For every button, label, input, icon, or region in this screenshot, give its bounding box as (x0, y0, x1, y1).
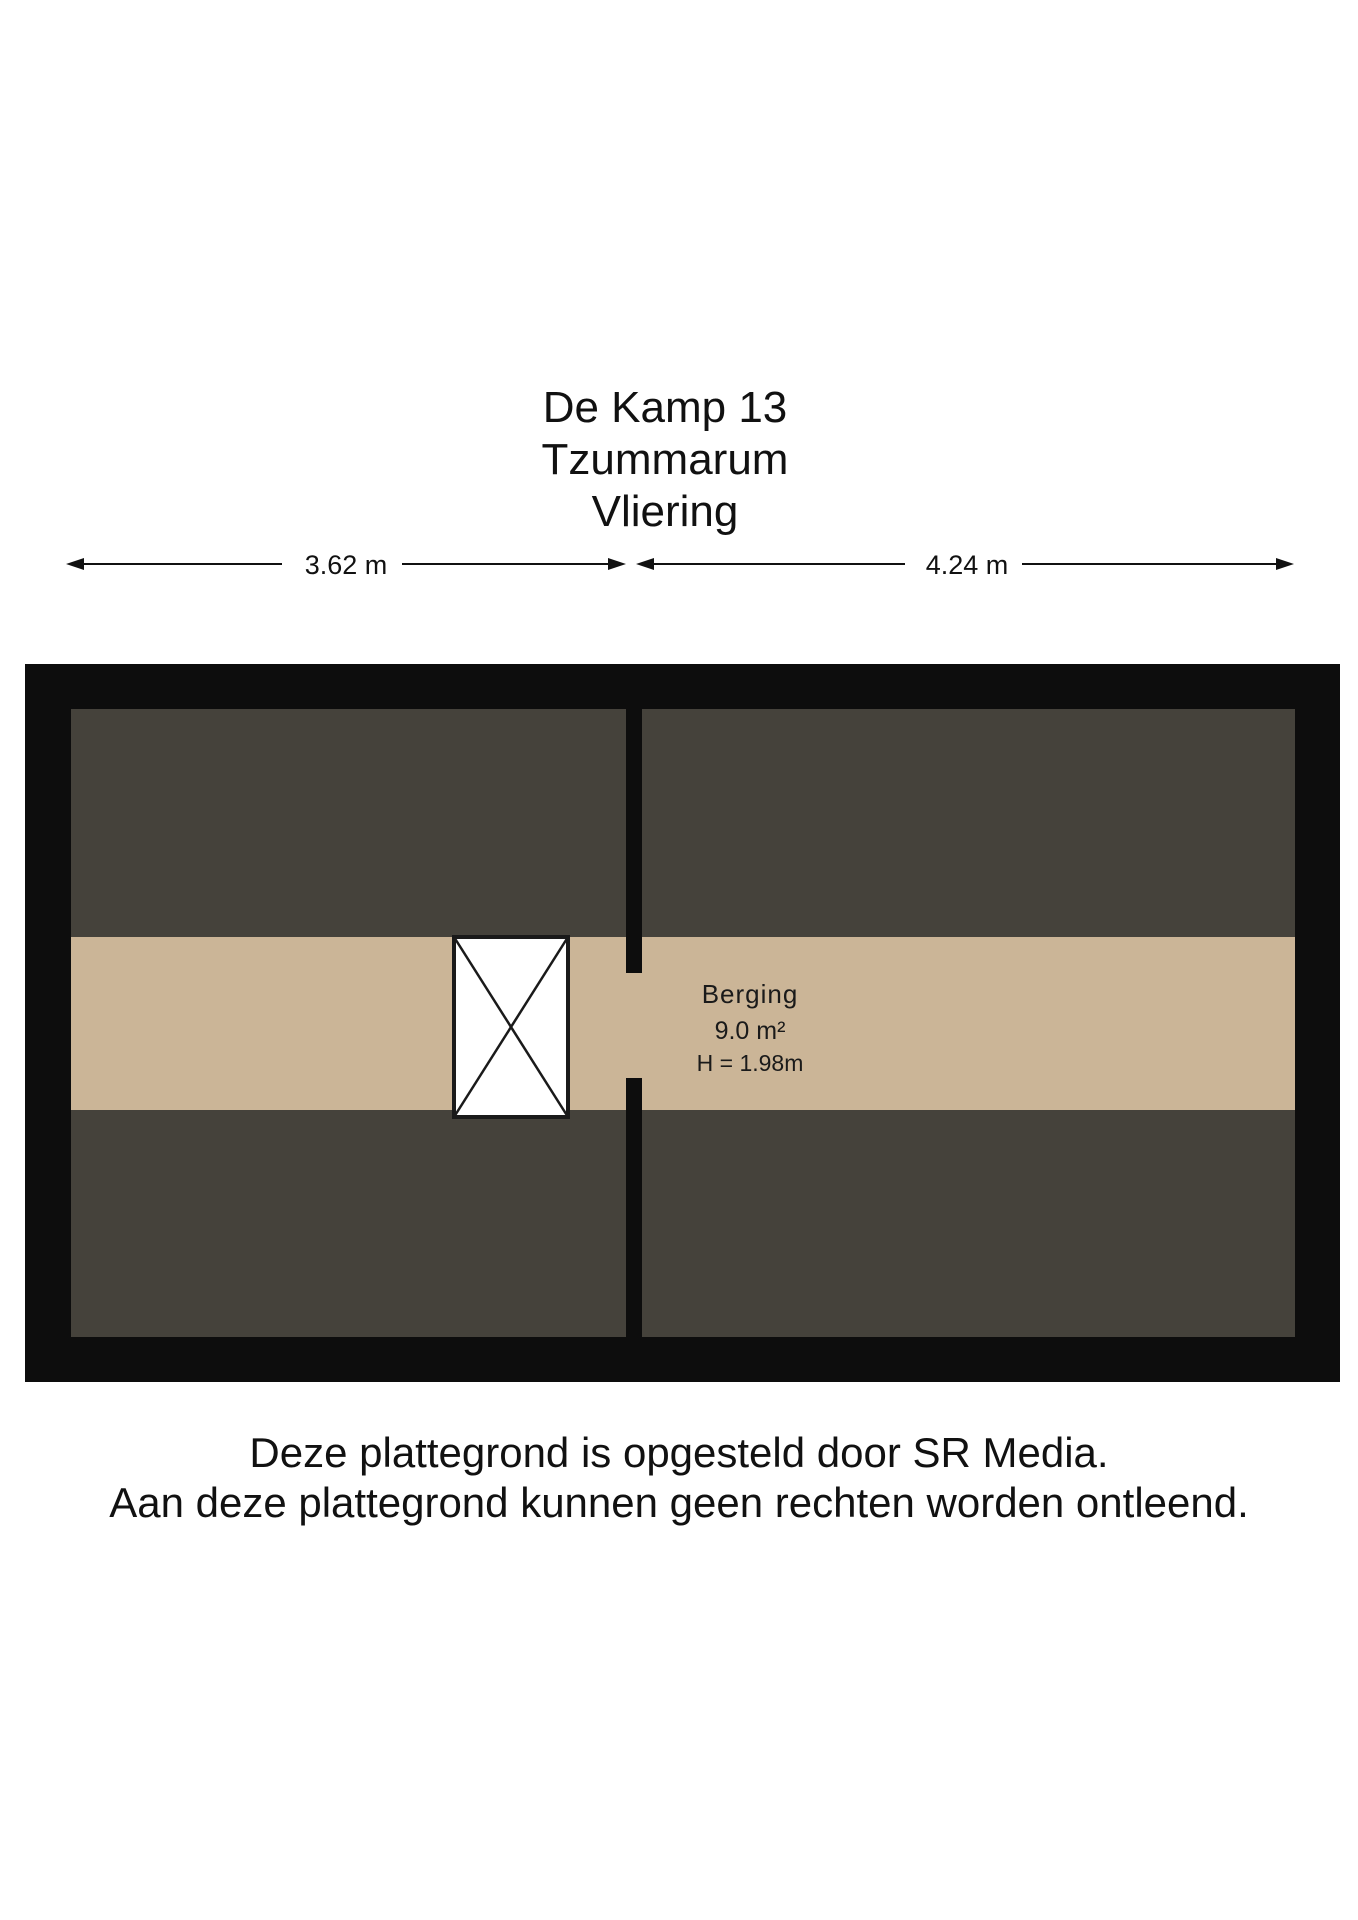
floor-title: Vliering (591, 487, 739, 536)
city-title: Tzummarum (541, 435, 789, 484)
address-title: De Kamp 13 (542, 383, 788, 432)
arrow-right-icon (608, 558, 626, 570)
low-ceiling-top-right (642, 709, 1295, 937)
partition-wall-top (626, 709, 642, 973)
attic-hatch-icon (454, 937, 568, 1117)
title-block (0, 382, 1330, 538)
dimension-lines (0, 540, 1358, 590)
low-ceiling-top-left (71, 709, 626, 937)
low-ceiling-bottom-right (642, 1110, 1295, 1337)
arrow-right-icon (1276, 558, 1294, 570)
disclaimer-line-1: Deze plattegrond is opgesteld door SR Media. (249, 1429, 1109, 1476)
low-ceiling-bottom-left (71, 1110, 626, 1337)
partition-wall-bottom (626, 1078, 642, 1337)
disclaimer-line-2: Aan deze plattegrond kunnen geen rechten worden ontleend. (109, 1479, 1249, 1526)
room-height: H = 1.98m (696, 1050, 804, 1076)
disclaimer (0, 1428, 1358, 1528)
dimension-left-label: 3.62 m (304, 550, 388, 580)
arrow-left-icon (636, 558, 654, 570)
dimension-right-label: 4.24 m (925, 550, 1009, 580)
room-name: Berging (701, 979, 799, 1009)
arrow-left-icon (66, 558, 84, 570)
room-area: 9.0 m² (714, 1017, 786, 1045)
